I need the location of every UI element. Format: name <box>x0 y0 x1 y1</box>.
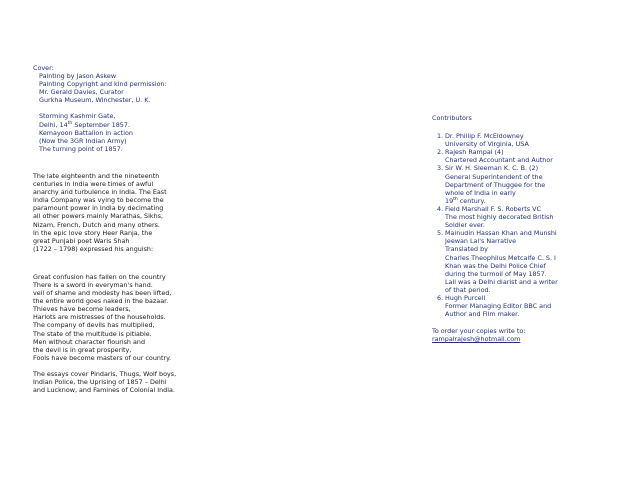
caption-line-1: Storming Kashmir Gate, <box>39 112 116 121</box>
contributor-name: Hugh Purcell <box>445 293 486 302</box>
intro-line-6: all other powers mainly Marathas, Sikhs, <box>33 212 164 221</box>
cover-painting-by: Painting by Jason Askew <box>39 72 117 81</box>
contributor-name: Field Marshall F. S. Roberts VC <box>445 204 541 213</box>
contributor-number: 4. <box>437 204 444 213</box>
contributors-list <box>432 132 622 318</box>
contributor-detail: Khan was the Delhi Police Chief <box>445 261 546 270</box>
contributor-detail: University of Virginia, USA <box>445 140 529 149</box>
left-column <box>33 64 238 394</box>
cover-curator: Mr. Gerald Davies, Curator <box>39 88 124 97</box>
spacer <box>33 153 238 172</box>
contributor-detail: Translated by <box>445 245 488 254</box>
intro-line-5: paramount power in India by decimating <box>33 204 164 213</box>
contributor-detail: Chartered Accountant and Author <box>445 156 553 165</box>
contributor-number: 3. <box>437 164 444 173</box>
contributor-detail: during the turmoil of May 1857. <box>445 269 547 278</box>
contributor-detail: Former Managing Editor BBC and <box>445 302 552 311</box>
essays-line-1: The essays cover Pindaris, Thugs, Wolf boys, <box>33 369 177 378</box>
poem-line-6: Harlots are mistresses of the households. <box>33 313 166 322</box>
contributor-name: Dr. Phillip F. McEldowney <box>445 132 524 141</box>
caption-line-5: The turning point of 1857. <box>39 144 123 153</box>
contributor-detail: Jeewan Lal's Narrative <box>445 237 517 246</box>
poem <box>33 273 238 362</box>
contributor-number: 5. <box>437 229 444 238</box>
spacer <box>432 318 622 327</box>
intro-line-8: In the epic love story Heer Ranja, the <box>33 228 153 237</box>
cover-credits <box>33 64 238 153</box>
intro-line-2: centuries in India were times of awful <box>33 180 154 189</box>
cover-copyright: Painting Copyright and kind permission: <box>39 80 167 89</box>
caption-date-pre: Delhi, 14 <box>39 120 68 129</box>
poem-line-10: the devil is in great prosperity, <box>33 345 132 354</box>
century-post: century. <box>457 196 486 205</box>
intro-paragraph <box>33 172 238 253</box>
contributor-detail: of that period. <box>445 285 491 294</box>
contributor-1 <box>432 132 622 148</box>
spacer <box>33 104 238 112</box>
contributor-detail: The most highly decorated British <box>445 213 554 222</box>
poem-line-5: Thieves have become leaders, <box>33 305 131 314</box>
contributor-6 <box>432 294 622 318</box>
contributor-name: Sir W. H. Sleeman K. C. B. (2) <box>445 164 539 173</box>
poem-line-4: the entire world goes naked in the bazaar. <box>33 297 169 306</box>
caption-line-4: (Now the 3GR Indian Army) <box>39 136 127 145</box>
contributor-detail <box>445 197 622 205</box>
contributor-detail: Soldier ever. <box>445 221 485 230</box>
intro-line-7: Nizam, French, Dutch and many others. <box>33 220 160 229</box>
contributor-detail: Department of Thuggee for the <box>445 180 546 189</box>
order-text: To order your copies write to: <box>432 327 526 336</box>
century-sup: th <box>453 196 458 202</box>
contributors-heading: Contributors <box>432 114 472 122</box>
poem-line-8: The state of the multitude is pitiable. <box>33 329 152 338</box>
intro-line-9: great Punjabi poet Waris Shah <box>33 236 130 245</box>
contributor-detail: Charles Theophilus Metcalfe C. S. I <box>445 253 556 262</box>
right-column <box>432 114 622 343</box>
contributor-number: 6. <box>437 293 444 302</box>
poem-line-3: veil of shame and modesty has been lifted, <box>33 289 172 298</box>
contributor-detail: Lall was a Delhi diarist and a writer <box>445 277 558 286</box>
caption-date-post: September 1857. <box>72 120 130 129</box>
poem-line-1: Great confusion has fallen on the country <box>33 272 166 281</box>
caption-line-3: Kemayoon Battalion in action <box>39 128 133 137</box>
cover-label: Cover: <box>33 64 54 72</box>
poem-line-11: Fools have become masters of our country. <box>33 353 171 362</box>
intro-line-3: anarchy and turbulence in India. The East <box>33 188 167 197</box>
order-email-link[interactable]: rampalrajesh@hotmail.com <box>432 335 521 344</box>
intro-line-4: India Company was vying to become the <box>33 196 164 205</box>
contributor-number: 1. <box>437 132 444 141</box>
contributor-3 <box>432 164 622 204</box>
poem-line-9: Men without character flourish and <box>33 337 146 346</box>
contributor-4 <box>432 205 622 229</box>
contributor-name: Rajesh Rampal (4) <box>445 148 504 157</box>
caption-line-2 <box>33 121 238 129</box>
poem-line-2: There is a sword in everyman's hand. <box>33 280 153 289</box>
essays-paragraph <box>33 370 238 394</box>
cover-museum: Gurkha Museum, Winchester, U. K. <box>39 96 151 105</box>
contributor-detail: General Superintendent of the <box>445 172 543 181</box>
spacer <box>33 362 238 370</box>
spacer <box>432 122 622 132</box>
contributor-detail: Author and Film maker. <box>445 310 520 319</box>
century-pre: 19 <box>445 196 454 205</box>
intro-line-10: (1722 – 1798) expressed his anguish: <box>33 244 154 253</box>
essays-line-3: and Lucknow, and Famines of Colonial India. <box>33 386 175 395</box>
contributor-detail: whole of India in early <box>445 188 516 197</box>
essays-line-2: Indian Police, the Uprising of 1857 – Delhi <box>33 378 167 386</box>
contributor-name: Mainudin Hassan Khan and Munshi <box>445 229 557 238</box>
contributor-5 <box>432 229 622 294</box>
contributor-number: 2. <box>437 148 444 157</box>
spacer <box>33 253 238 273</box>
intro-line-1: The late eighteenth and the nineteenth <box>33 171 160 180</box>
caption-date-sup: th <box>67 120 73 126</box>
contributor-2 <box>432 148 622 164</box>
poem-line-7: The company of devils has multiplied, <box>33 321 155 330</box>
